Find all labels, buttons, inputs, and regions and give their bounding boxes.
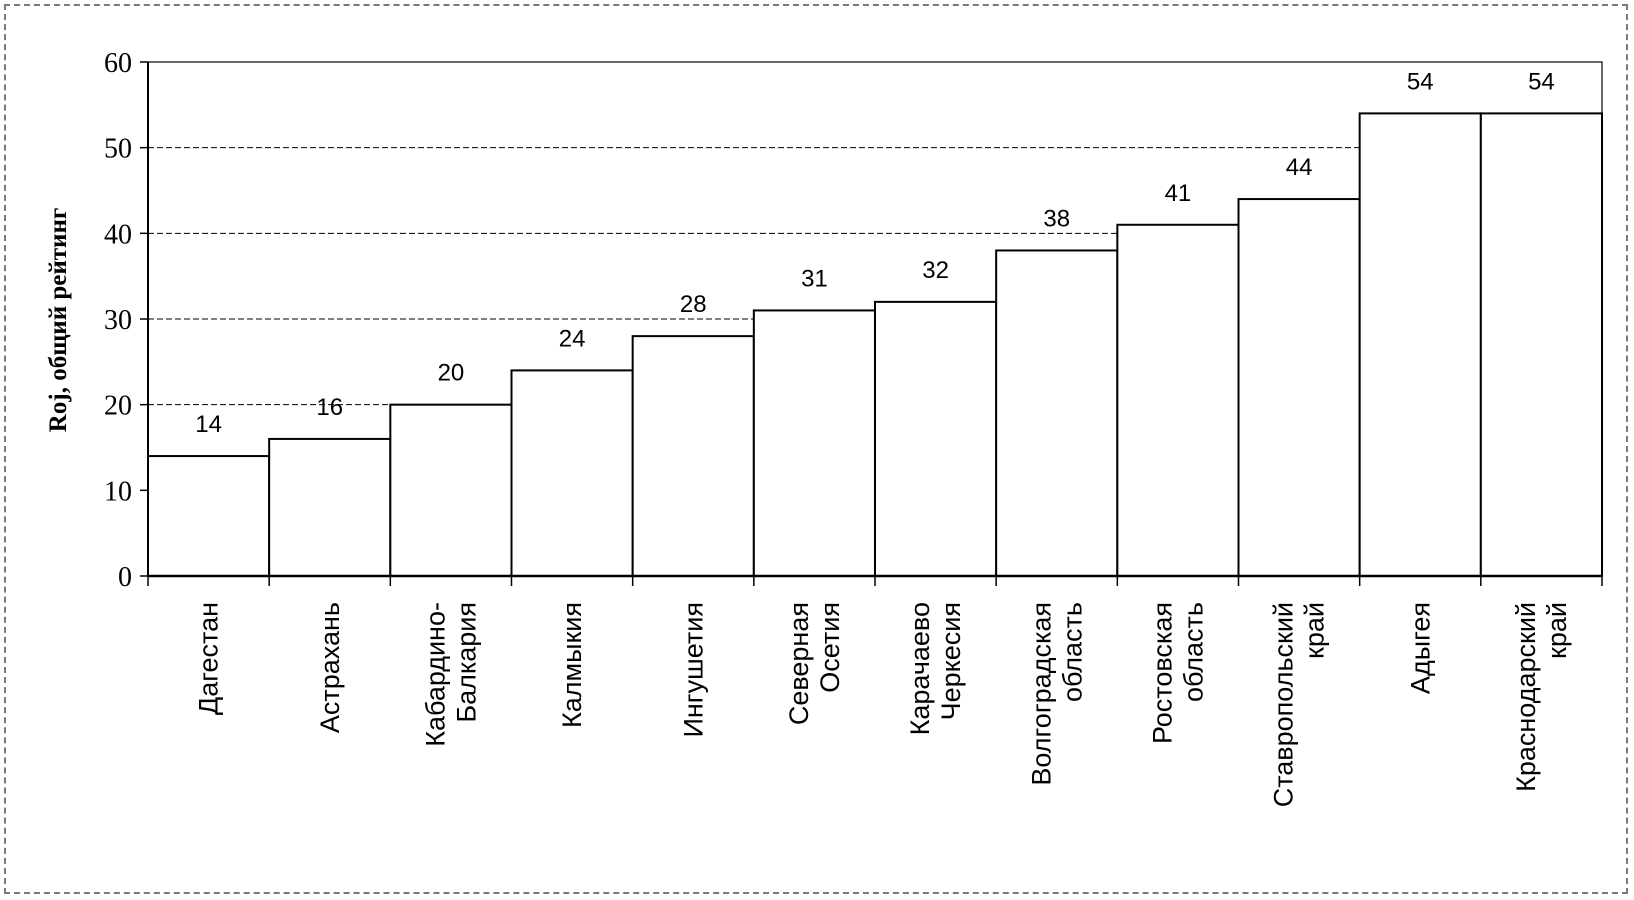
category-label: область [1178, 602, 1209, 702]
y-tick-label: 40 [104, 219, 132, 251]
data-label: 31 [801, 265, 828, 293]
bar [633, 336, 754, 576]
bar [512, 370, 633, 576]
bar [1239, 199, 1360, 576]
y-tick-label: 20 [104, 390, 132, 422]
y-tick-label: 30 [104, 305, 132, 336]
category-label: Дагестан [193, 602, 224, 716]
y-tick-labels [104, 48, 132, 593]
category-label: область [1057, 602, 1088, 702]
data-label: 16 [316, 393, 344, 421]
data-label: 38 [1043, 205, 1071, 233]
data-label: 28 [679, 291, 707, 319]
category-label: Балкария [451, 602, 482, 723]
category-label: край [1299, 602, 1330, 659]
data-label: 24 [558, 325, 586, 353]
data-label: 41 [1164, 179, 1192, 207]
data-label: 14 [195, 411, 222, 439]
category-label: Краснодарский [1510, 602, 1541, 792]
bar [1360, 113, 1481, 576]
bar [148, 456, 269, 576]
y-tick-label: 0 [118, 562, 132, 593]
bars [148, 113, 1602, 576]
data-label: 54 [1528, 68, 1555, 96]
bar [390, 405, 511, 576]
category-label: край [1541, 602, 1572, 659]
category-label: Адыгея [1405, 602, 1436, 695]
category-label: Ростовская [1147, 602, 1178, 745]
category-label: Осетия [814, 602, 845, 693]
data-label: 44 [1285, 154, 1313, 182]
bar [875, 302, 996, 576]
bar [1481, 113, 1602, 576]
data-label: 20 [437, 359, 465, 387]
y-tick-label: 50 [104, 133, 132, 165]
category-label: Волгоградская [1026, 602, 1057, 786]
category-label: Ставропольский [1268, 602, 1299, 808]
data-label: 54 [1406, 68, 1434, 96]
y-tick-label: 60 [104, 48, 132, 79]
category-label: Ингушетия [678, 602, 709, 738]
category-label: Кабардино- [420, 602, 451, 747]
y-axis-title: Roj, общий рейтинг [45, 207, 72, 433]
bar [754, 310, 875, 576]
category-label: Астрахань [314, 602, 345, 734]
category-label: Северная [783, 602, 814, 726]
bar [1117, 225, 1238, 576]
category-labels [194, 602, 1572, 807]
bar [996, 250, 1117, 576]
category-label: Черкесия [936, 601, 967, 721]
y-tick-label: 10 [104, 476, 132, 508]
category-label: Карачаево [905, 601, 936, 736]
bar [269, 439, 390, 576]
data-label: 32 [922, 256, 949, 284]
category-label: Калмыкия [557, 602, 588, 728]
